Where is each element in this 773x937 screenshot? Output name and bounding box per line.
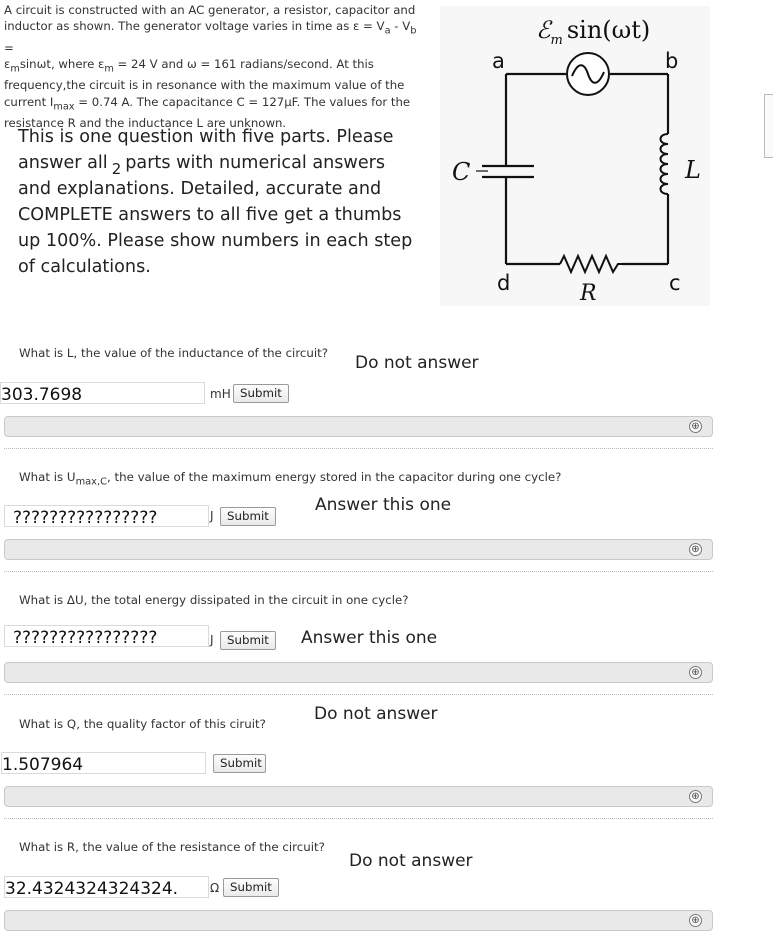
submit-button-R[interactable]: Submit bbox=[223, 878, 279, 897]
problem-statement bbox=[4, 2, 429, 131]
answer-input-R[interactable]: 32.4324324324324. bbox=[4, 876, 209, 898]
resistor-label: R bbox=[580, 281, 597, 306]
intro-line-3: $\varepsilon_m\sin\omega t$, where $\varepsilon_m = 24$ V and ω = 161 radians/second. At this bbox=[4, 56, 374, 75]
submit-button-Umax[interactable]: Submit bbox=[220, 507, 276, 526]
intro-line-2: inductor as shown. The generator voltage varies in time as $\varepsilon = V_a - V_b$ = bbox=[4, 19, 417, 55]
divider bbox=[4, 694, 713, 695]
answer-input-Q[interactable]: 1.507964 bbox=[1, 752, 206, 774]
note-Q: Do not answer bbox=[314, 704, 438, 724]
unit-R: Ω bbox=[210, 881, 220, 895]
expand-plus-icon[interactable]: ⊕ bbox=[689, 420, 702, 433]
divider bbox=[4, 818, 713, 819]
expand-plus-icon[interactable]: ⊕ bbox=[689, 914, 702, 927]
question-Q: What is Q, the quality factor of this ciruit? bbox=[19, 717, 266, 731]
answer-input-Umax[interactable]: ???????????????? bbox=[4, 505, 209, 527]
capacitor-label: C bbox=[452, 158, 471, 186]
expand-bar-L[interactable] bbox=[4, 416, 713, 437]
note-L: Do not answer bbox=[355, 353, 479, 373]
intro-line-5: current $I_{max} = 0.74$ A. The capacitance C = 127μF. The values for the bbox=[4, 94, 411, 112]
ac-generator-symbol bbox=[567, 53, 609, 95]
note-deltaU: Answer this one bbox=[301, 628, 438, 648]
parts-count: 2 bbox=[111, 160, 122, 178]
node-d-label: d bbox=[497, 271, 511, 295]
submit-button-deltaU[interactable]: Submit bbox=[220, 631, 276, 650]
note-R: Do not answer bbox=[349, 851, 473, 871]
unit-deltaU: J bbox=[210, 633, 214, 647]
answer-input-deltaU[interactable]: ???????????????? bbox=[4, 625, 209, 647]
divider bbox=[4, 571, 713, 572]
side-panel-edge bbox=[764, 94, 773, 158]
expand-bar-Umax[interactable] bbox=[4, 539, 713, 560]
inductor-label: L bbox=[685, 156, 701, 184]
expand-plus-icon[interactable]: ⊕ bbox=[689, 790, 702, 803]
unit-Umax: J bbox=[210, 509, 214, 523]
divider bbox=[4, 448, 713, 449]
expand-bar-R[interactable] bbox=[4, 910, 713, 931]
submit-button-L[interactable]: Submit bbox=[233, 384, 289, 403]
instruction-note: This is one question with five parts. Please answer all 2 parts with numerical answers and explanations. Detailed, accurate and COMPLETE answers to all five get a thumbs up 100%. Please show numbers in each step of calculations. bbox=[18, 127, 413, 277]
expand-plus-icon[interactable]: ⊕ bbox=[689, 666, 702, 679]
node-b-label: b bbox=[665, 49, 679, 73]
intro-line-1: A circuit is constructed with an AC generator, a resistor, capacitor and bbox=[4, 3, 416, 17]
node-a-label: a bbox=[492, 49, 505, 73]
intro-line-6: resistance R and the inductance L are unknown. bbox=[4, 116, 287, 131]
note-Umax: Answer this one bbox=[315, 495, 452, 515]
question-deltaU: What is ΔU, the total energy dissipated in the circuit in one cycle? bbox=[19, 593, 409, 607]
question-R: What is R, the value of the resistance of the circuit? bbox=[19, 840, 325, 854]
circuit-diagram bbox=[440, 6, 710, 306]
unit-L: mH bbox=[210, 387, 231, 401]
answer-input-L[interactable]: 303.7698 bbox=[0, 382, 205, 404]
expand-plus-icon[interactable]: ⊕ bbox=[689, 543, 702, 556]
question-Umax: What is $U_{max,C}$, the value of the maximum energy stored in the capacitor during one cycle? bbox=[19, 470, 562, 488]
submit-button-Q[interactable]: Submit bbox=[213, 754, 266, 773]
node-c-label: c bbox=[669, 271, 681, 295]
expand-bar-deltaU[interactable] bbox=[4, 662, 713, 683]
question-L: What is L, the value of the inductance of the circuit? bbox=[19, 346, 329, 360]
intro-line-4: frequency,the circuit is in resonance with the maximum value of the bbox=[4, 78, 405, 93]
source-label: ℰ$_m$ sin(ωt) bbox=[536, 16, 651, 48]
expand-bar-Q[interactable] bbox=[4, 786, 713, 807]
